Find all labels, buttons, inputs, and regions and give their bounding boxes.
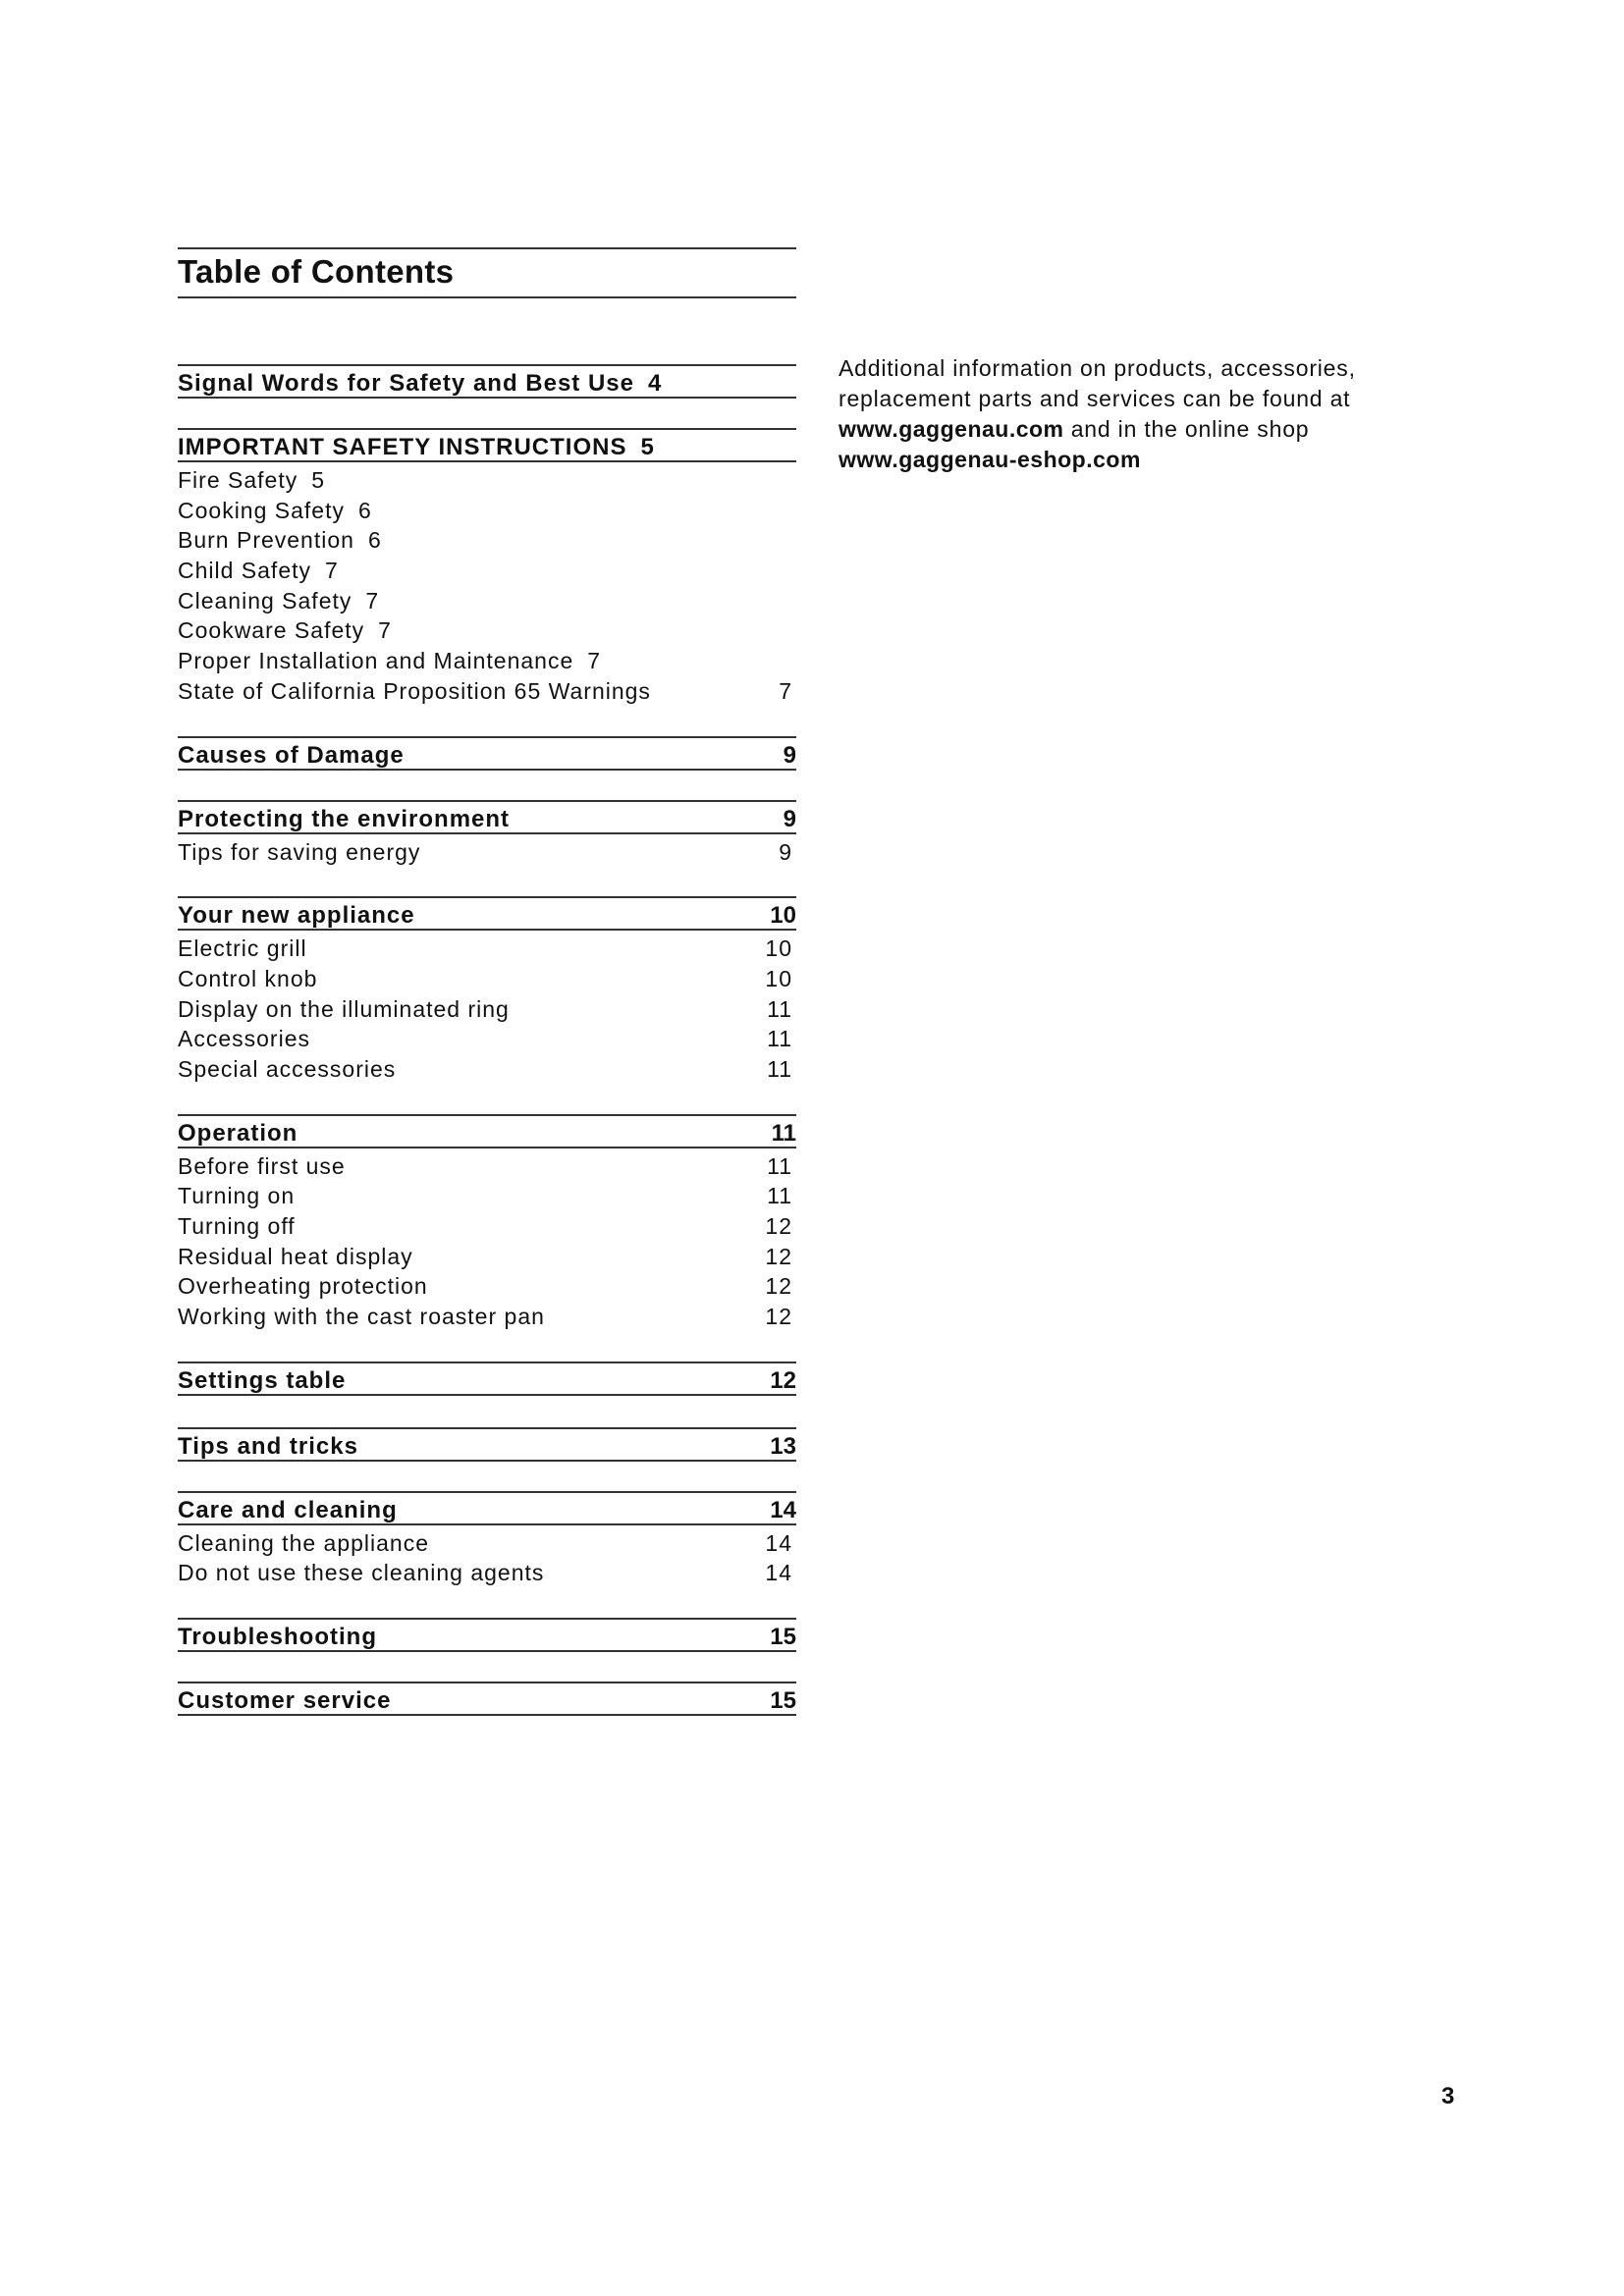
toc-entry-title: Residual heat display bbox=[178, 1243, 413, 1269]
toc-section-heading[interactable] bbox=[178, 1682, 796, 1716]
toc-entry-title: Proper Installation and Maintenance 7 bbox=[178, 648, 602, 674]
toc-section-heading[interactable] bbox=[178, 1362, 796, 1396]
toc-page-number: 10 bbox=[770, 902, 796, 930]
toc-entry-title: Display on the illuminated ring bbox=[178, 995, 510, 1022]
toc-page-number: 10 bbox=[765, 935, 792, 962]
page-title: Table of Contents bbox=[178, 253, 455, 290]
toc-page-number: 11 bbox=[767, 1026, 792, 1052]
toc-page-number: 7 bbox=[378, 617, 392, 644]
toc-page-number: 4 bbox=[648, 370, 663, 397]
toc-page-number: 5 bbox=[311, 467, 326, 493]
toc-entry-title: Overheating protection bbox=[178, 1273, 428, 1300]
toc-page-number: 13 bbox=[770, 1432, 796, 1460]
toc-entry[interactable] bbox=[178, 1271, 796, 1302]
toc-entry-title: Before first use bbox=[178, 1152, 346, 1179]
toc-page-number: 12 bbox=[765, 1243, 792, 1269]
toc-entry-title: Tips for saving energy bbox=[178, 838, 421, 865]
gaggenau-eshop-link[interactable]: www.gaggenau-eshop.com bbox=[839, 447, 1141, 472]
toc-entry[interactable] bbox=[178, 556, 796, 586]
toc-page-number: 9 bbox=[779, 838, 792, 865]
toc-entry-title: Working with the cast roaster pan bbox=[178, 1304, 545, 1330]
toc-page-number: 6 bbox=[367, 527, 382, 554]
toc-page-number: 7 bbox=[587, 648, 602, 674]
toc-page-number: 12 bbox=[765, 1304, 792, 1330]
toc-section bbox=[178, 1114, 796, 1332]
toc-section-title: IMPORTANT SAFETY INSTRUCTIONS 5 bbox=[178, 434, 655, 460]
toc-entry-title: Child Safety 7 bbox=[178, 558, 339, 584]
toc-section bbox=[178, 896, 796, 1084]
toc-section bbox=[178, 428, 796, 707]
toc-section-title: Causes of Damage bbox=[178, 741, 405, 769]
toc-section bbox=[178, 800, 796, 868]
toc-page-number: 9 bbox=[783, 741, 796, 769]
toc-entry-title: Electric grill bbox=[178, 935, 307, 962]
toc-entry[interactable] bbox=[178, 525, 796, 556]
toc-section-heading[interactable] bbox=[178, 736, 796, 771]
toc-section-title: Operation bbox=[178, 1119, 298, 1147]
toc-entry[interactable] bbox=[178, 646, 796, 676]
toc-section-title: Troubleshooting bbox=[178, 1624, 377, 1651]
toc-section bbox=[178, 364, 796, 399]
toc-entry[interactable] bbox=[178, 676, 796, 707]
toc-section-title: Signal Words for Safety and Best Use 4 bbox=[178, 370, 663, 397]
toc-entry[interactable] bbox=[178, 1181, 796, 1211]
toc-page-number: 5 bbox=[640, 434, 655, 460]
page-number: 3 bbox=[1441, 2083, 1455, 2109]
gaggenau-website-link[interactable]: www.gaggenau.com bbox=[839, 416, 1064, 442]
additional-info-line: Additional information on products, accessories, bbox=[839, 355, 1356, 381]
toc-entry-title: State of California Proposition 65 Warnings bbox=[178, 677, 651, 704]
toc-section bbox=[178, 1491, 796, 1588]
toc-entry[interactable] bbox=[178, 465, 796, 496]
toc-section bbox=[178, 1618, 796, 1652]
toc-entry[interactable] bbox=[178, 1242, 796, 1272]
additional-info bbox=[839, 353, 1408, 475]
toc-entry[interactable] bbox=[178, 1151, 796, 1182]
toc-entry[interactable] bbox=[178, 964, 796, 994]
toc-section-heading[interactable] bbox=[178, 1427, 796, 1462]
toc-page-number: 15 bbox=[770, 1687, 796, 1715]
toc-section-heading[interactable] bbox=[178, 800, 796, 834]
toc-page-number: 11 bbox=[767, 1152, 792, 1179]
toc-entry-title: Cleaning Safety 7 bbox=[178, 587, 380, 614]
toc-entry-title: Burn Prevention 6 bbox=[178, 527, 382, 554]
toc-page-number: 6 bbox=[357, 497, 372, 523]
toc-entry[interactable] bbox=[178, 1302, 796, 1332]
toc-section-heading[interactable] bbox=[178, 428, 796, 462]
toc-section-title: Tips and tricks bbox=[178, 1432, 358, 1460]
toc-section-title: Protecting the environment bbox=[178, 805, 511, 832]
toc-page-number: 10 bbox=[765, 965, 792, 991]
toc-page-number: 14 bbox=[765, 1560, 792, 1586]
toc-page-number: 7 bbox=[779, 677, 792, 704]
toc-entry[interactable] bbox=[178, 1528, 796, 1559]
toc-entry[interactable] bbox=[178, 994, 796, 1025]
toc-entry-title: Accessories bbox=[178, 1026, 310, 1052]
toc-section bbox=[178, 1362, 796, 1396]
toc-page-number: 11 bbox=[771, 1119, 796, 1147]
toc-section-heading[interactable] bbox=[178, 364, 796, 399]
toc-entry[interactable] bbox=[178, 1558, 796, 1588]
toc-page-number: 9 bbox=[783, 805, 796, 832]
toc-entry-title: Special accessories bbox=[178, 1055, 397, 1082]
toc-entry-title: Turning on bbox=[178, 1183, 296, 1209]
toc-section-title: Your new appliance bbox=[178, 902, 415, 930]
toc-section-heading[interactable] bbox=[178, 1114, 796, 1148]
toc-page-number: 12 bbox=[770, 1366, 796, 1394]
toc-entry-title: Cookware Safety 7 bbox=[178, 617, 392, 644]
toc-page-number: 11 bbox=[767, 1183, 792, 1209]
toc-page-number: 11 bbox=[767, 1055, 792, 1082]
toc-entry-title: Cooking Safety 6 bbox=[178, 497, 372, 523]
additional-info-line: replacement parts and services can be found at bbox=[839, 386, 1351, 411]
toc-title-block bbox=[178, 247, 796, 298]
toc-entry[interactable] bbox=[178, 496, 796, 526]
toc-section-heading[interactable] bbox=[178, 1618, 796, 1652]
toc-section bbox=[178, 736, 796, 771]
table-of-contents bbox=[178, 364, 796, 1716]
toc-section-heading[interactable] bbox=[178, 1491, 796, 1525]
toc-page-number: 12 bbox=[765, 1273, 792, 1300]
toc-entry[interactable] bbox=[178, 615, 796, 646]
toc-page-number: 11 bbox=[767, 995, 792, 1022]
toc-section-title: Settings table bbox=[178, 1366, 347, 1394]
toc-entry-title: Control knob bbox=[178, 965, 318, 991]
toc-entry[interactable] bbox=[178, 837, 796, 868]
toc-entry[interactable] bbox=[178, 934, 796, 964]
toc-page-number: 14 bbox=[770, 1496, 796, 1523]
toc-entry[interactable] bbox=[178, 1211, 796, 1242]
toc-section bbox=[178, 1427, 796, 1462]
toc-page-number: 12 bbox=[765, 1213, 792, 1239]
toc-entry-title: Turning off bbox=[178, 1213, 296, 1239]
toc-entry[interactable] bbox=[178, 1024, 796, 1054]
toc-section-title: Customer service bbox=[178, 1687, 392, 1715]
toc-section-title: Care and cleaning bbox=[178, 1496, 398, 1523]
toc-entry-title: Do not use these cleaning agents bbox=[178, 1560, 545, 1586]
toc-entry[interactable] bbox=[178, 1054, 796, 1085]
toc-page-number: 15 bbox=[770, 1624, 796, 1651]
toc-entry-title: Fire Safety 5 bbox=[178, 467, 326, 493]
toc-page-number: 14 bbox=[765, 1529, 792, 1556]
toc-section bbox=[178, 1682, 796, 1716]
toc-entry-title: Cleaning the appliance bbox=[178, 1529, 430, 1556]
toc-page-number: 7 bbox=[365, 587, 380, 614]
additional-info-line: and in the online shop bbox=[1063, 416, 1310, 442]
toc-page-number: 7 bbox=[325, 558, 339, 584]
toc-entry[interactable] bbox=[178, 586, 796, 616]
toc-section-heading[interactable] bbox=[178, 896, 796, 931]
